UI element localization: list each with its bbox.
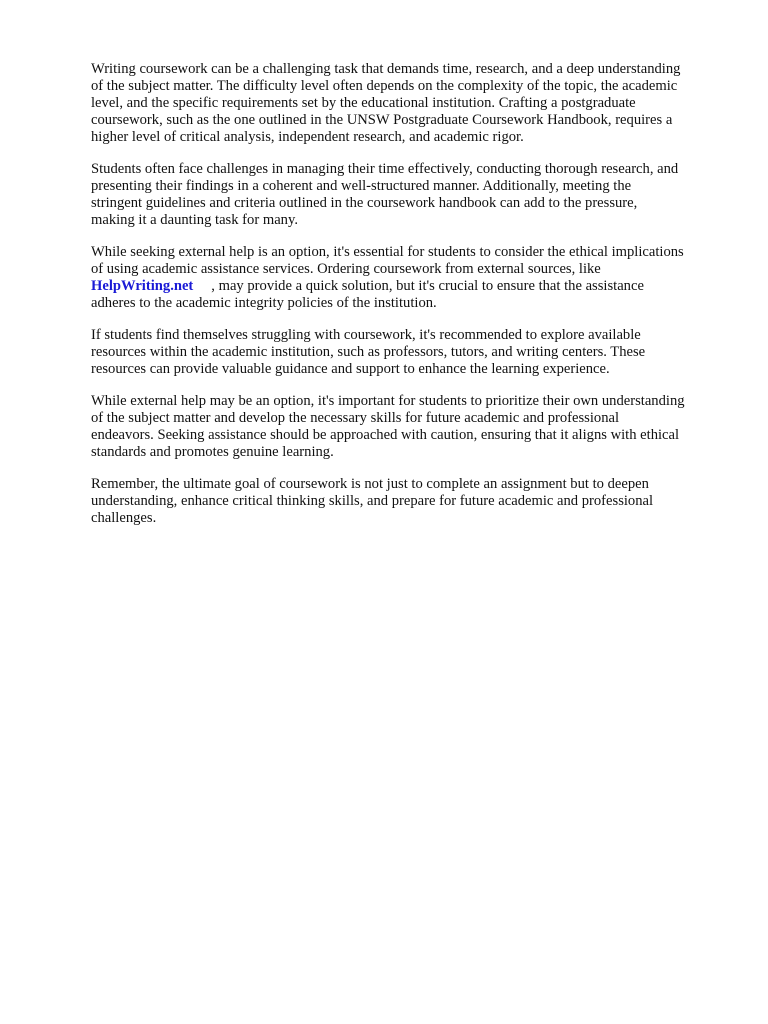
paragraph-challenges xyxy=(91,161,731,229)
text-line: level, and the specific requirements set by the educational institution. Crafting a postgraduate xyxy=(91,95,636,111)
paragraph-external-help xyxy=(91,244,731,312)
paragraph-conclusion xyxy=(91,476,731,527)
text-line: stringent guidelines and criteria outlined in the coursework handbook can add to the pressure, xyxy=(91,195,638,211)
text-line: adheres to the academic integrity policies of the institution. xyxy=(91,295,437,311)
text-line: presenting their findings in a coherent and well-structured manner. Additionally, meeting the xyxy=(91,178,632,194)
document-body xyxy=(91,61,731,542)
text-line: challenges. xyxy=(91,510,157,526)
text-line: Remember, the ultimate goal of coursework is not just to complete an assignment but to deepen xyxy=(91,476,649,492)
text-line: While seeking external help is an option, it's essential for students to consider the ethical implications xyxy=(91,244,684,260)
text-line: standards and promotes genuine learning. xyxy=(91,444,334,460)
text-line: of using academic assistance services. Ordering coursework from external sources, like xyxy=(91,261,601,277)
text-after-link: , may provide a quick solution, but it's crucial to ensure that the assistance xyxy=(211,278,644,294)
text-line: higher level of critical analysis, independent research, and academic rigor. xyxy=(91,129,524,145)
text-line: resources can provide valuable guidance and support to enhance the learning experience. xyxy=(91,361,610,377)
helpwriting-link[interactable]: HelpWriting.net xyxy=(91,278,194,294)
paragraph-resources xyxy=(91,327,731,378)
text-line: Students often face challenges in managing their time effectively, conducting thorough research, and xyxy=(91,161,679,177)
text-line: of the subject matter and develop the necessary skills for future academic and professional xyxy=(91,410,620,426)
text-line: coursework, such as the one outlined in the UNSW Postgraduate Coursework Handbook, requires a xyxy=(91,112,673,128)
text-line: endeavors. Seeking assistance should be approached with caution, ensuring that it aligns with ethical xyxy=(91,427,680,443)
text-line: of the subject matter. The difficulty level often depends on the complexity of the topic, the academic xyxy=(91,78,678,94)
paragraph-prioritize xyxy=(91,393,731,461)
text-line: While external help may be an option, it's important for students to prioritize their own understanding xyxy=(91,393,685,409)
paragraph-intro xyxy=(91,61,731,146)
text-line-with-link xyxy=(91,278,731,295)
text-line: If students find themselves struggling with coursework, it's recommended to explore available xyxy=(91,327,641,343)
text-line: Writing coursework can be a challenging task that demands time, research, and a deep understanding xyxy=(91,61,681,77)
text-line: understanding, enhance critical thinking skills, and prepare for future academic and professional xyxy=(91,493,654,509)
text-line: making it a daunting task for many. xyxy=(91,212,298,228)
text-line: resources within the academic institution, such as professors, tutors, and writing centers. These xyxy=(91,344,646,360)
